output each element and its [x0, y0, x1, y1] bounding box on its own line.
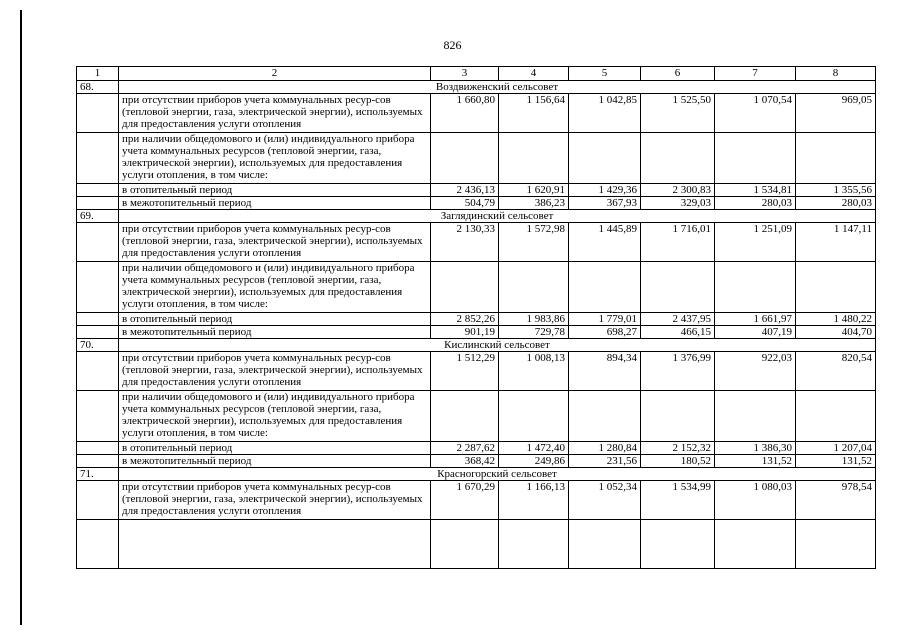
value-cell: 2 152,32 — [641, 442, 715, 455]
tariff-row-absent — [77, 352, 876, 391]
value-cell — [641, 262, 715, 313]
empty-cell — [499, 520, 569, 569]
header-cell: 8 — [796, 67, 876, 81]
value-cell — [796, 133, 876, 184]
value-cell: 1 080,03 — [715, 481, 796, 520]
row-description: при отсутствии приборов учета коммунальных ресур-сов (тепловой энергии, газа, электрической энергии), используемых для предоставления услуги отопления — [119, 223, 431, 262]
value-cell: 367,93 — [569, 197, 641, 210]
value-cell: 1 156,64 — [499, 94, 569, 133]
row-description: в отопительный период — [119, 313, 431, 326]
value-cell: 1 429,36 — [569, 184, 641, 197]
tariff-row-heating — [77, 442, 876, 455]
value-cell — [796, 262, 876, 313]
section-name: Заглядинский сельсовет — [119, 210, 876, 223]
value-cell: 2 130,33 — [431, 223, 499, 262]
value-cell: 1 355,56 — [796, 184, 876, 197]
value-cell: 1 670,29 — [431, 481, 499, 520]
value-cell: 1 512,29 — [431, 352, 499, 391]
header-row — [77, 67, 876, 81]
row-description: в отопительный период — [119, 442, 431, 455]
value-cell: 368,42 — [431, 455, 499, 468]
value-cell: 1 008,13 — [499, 352, 569, 391]
value-cell: 1 660,80 — [431, 94, 499, 133]
tariff-row-present — [77, 133, 876, 184]
row-number-cell — [77, 94, 119, 133]
value-cell: 407,19 — [715, 326, 796, 339]
row-number-cell — [77, 481, 119, 520]
value-cell: 280,03 — [796, 197, 876, 210]
empty-cell — [119, 520, 431, 569]
empty-cell — [77, 520, 119, 569]
header-cell: 1 — [77, 67, 119, 81]
value-cell — [499, 391, 569, 442]
header-cell: 4 — [499, 67, 569, 81]
value-cell: 1 661,97 — [715, 313, 796, 326]
section-name: Кислинский сельсовет — [119, 339, 876, 352]
tariff-row-interheating — [77, 455, 876, 468]
value-cell: 1 166,13 — [499, 481, 569, 520]
page-edge-rule — [20, 10, 22, 625]
value-cell: 2 437,95 — [641, 313, 715, 326]
value-cell: 2 300,83 — [641, 184, 715, 197]
section-number: 70. — [77, 339, 119, 352]
row-number-cell — [77, 455, 119, 468]
value-cell: 1 445,89 — [569, 223, 641, 262]
section-number: 71. — [77, 468, 119, 481]
tariff-row-interheating — [77, 197, 876, 210]
tariff-row-continuation — [77, 520, 876, 569]
value-cell: 466,15 — [641, 326, 715, 339]
value-cell: 1 620,91 — [499, 184, 569, 197]
tariff-row-absent — [77, 94, 876, 133]
row-number-cell — [77, 352, 119, 391]
tariff-row-present — [77, 262, 876, 313]
value-cell: 1 376,99 — [641, 352, 715, 391]
value-cell: 1 525,50 — [641, 94, 715, 133]
value-cell: 2 436,13 — [431, 184, 499, 197]
row-description: при наличии общедомового и (или) индивидуального прибора учета коммунальных ресурсов (тепловой энергии, газа, электрической энергии), используемых для предоставления услуги отопления, в том числе: — [119, 133, 431, 184]
value-cell: 894,34 — [569, 352, 641, 391]
row-description: в межотопительный период — [119, 197, 431, 210]
value-cell: 404,70 — [796, 326, 876, 339]
tariff-table — [76, 66, 876, 569]
value-cell — [715, 391, 796, 442]
value-cell — [499, 262, 569, 313]
header-cell: 3 — [431, 67, 499, 81]
row-description: в межотопительный период — [119, 455, 431, 468]
row-description: при отсутствии приборов учета коммунальных ресур-сов (тепловой энергии, газа, электрической энергии), используемых для предоставления услуги отопления — [119, 94, 431, 133]
value-cell — [569, 391, 641, 442]
row-number-cell — [77, 133, 119, 184]
value-cell: 329,03 — [641, 197, 715, 210]
value-cell: 1 572,98 — [499, 223, 569, 262]
empty-cell — [796, 520, 876, 569]
value-cell: 901,19 — [431, 326, 499, 339]
value-cell: 1 480,22 — [796, 313, 876, 326]
value-cell: 386,23 — [499, 197, 569, 210]
tariff-row-absent — [77, 481, 876, 520]
value-cell: 249,86 — [499, 455, 569, 468]
row-number-cell — [77, 391, 119, 442]
row-number-cell — [77, 223, 119, 262]
section-number: 69. — [77, 210, 119, 223]
row-description: при наличии общедомового и (или) индивидуального прибора учета коммунальных ресурсов (тепловой энергии, газа, электрической энергии), используемых для предоставления услуги отопления, в том числе: — [119, 262, 431, 313]
value-cell: 1 207,04 — [796, 442, 876, 455]
value-cell: 131,52 — [715, 455, 796, 468]
value-cell: 978,54 — [796, 481, 876, 520]
header-cell: 5 — [569, 67, 641, 81]
tariff-row-present — [77, 391, 876, 442]
row-number-cell — [77, 184, 119, 197]
section-row — [77, 339, 876, 352]
empty-cell — [431, 520, 499, 569]
value-cell — [641, 391, 715, 442]
header-cell: 2 — [119, 67, 431, 81]
value-cell: 820,54 — [796, 352, 876, 391]
value-cell: 131,52 — [796, 455, 876, 468]
header-cell: 6 — [641, 67, 715, 81]
value-cell — [641, 133, 715, 184]
value-cell: 2 852,26 — [431, 313, 499, 326]
section-name: Красногорский сельсовет — [119, 468, 876, 481]
value-cell: 2 287,62 — [431, 442, 499, 455]
header-cell: 7 — [715, 67, 796, 81]
value-cell — [569, 133, 641, 184]
value-cell: 922,03 — [715, 352, 796, 391]
section-row — [77, 210, 876, 223]
row-description: при отсутствии приборов учета коммунальных ресур-сов (тепловой энергии, газа, электрической энергии), используемых для предоставления услуги отопления — [119, 352, 431, 391]
row-number-cell — [77, 313, 119, 326]
empty-cell — [569, 520, 641, 569]
page-number: 826 — [443, 38, 462, 52]
value-cell: 1 983,86 — [499, 313, 569, 326]
value-cell: 1 147,11 — [796, 223, 876, 262]
value-cell — [431, 262, 499, 313]
value-cell: 231,56 — [569, 455, 641, 468]
tariff-row-heating — [77, 313, 876, 326]
value-cell: 1 779,01 — [569, 313, 641, 326]
value-cell — [499, 133, 569, 184]
empty-cell — [715, 520, 796, 569]
row-description: при наличии общедомового и (или) индивидуального прибора учета коммунальных ресурсов (тепловой энергии, газа, электрической энергии), используемых для предоставления услуги отопления, в том числе: — [119, 391, 431, 442]
value-cell — [796, 391, 876, 442]
value-cell: 1 280,84 — [569, 442, 641, 455]
value-cell: 1 042,85 — [569, 94, 641, 133]
tariff-row-interheating — [77, 326, 876, 339]
value-cell: 1 386,30 — [715, 442, 796, 455]
value-cell — [431, 133, 499, 184]
value-cell: 1 070,54 — [715, 94, 796, 133]
row-description: в межотопительный период — [119, 326, 431, 339]
value-cell: 698,27 — [569, 326, 641, 339]
row-number-cell — [77, 442, 119, 455]
empty-cell — [641, 520, 715, 569]
row-description: в отопительный период — [119, 184, 431, 197]
value-cell — [715, 133, 796, 184]
value-cell: 504,79 — [431, 197, 499, 210]
value-cell — [715, 262, 796, 313]
value-cell: 1 052,34 — [569, 481, 641, 520]
section-row — [77, 81, 876, 94]
row-number-cell — [77, 262, 119, 313]
value-cell — [431, 391, 499, 442]
value-cell — [569, 262, 641, 313]
tariff-row-heating — [77, 184, 876, 197]
value-cell: 1 534,81 — [715, 184, 796, 197]
row-number-cell — [77, 326, 119, 339]
section-row — [77, 468, 876, 481]
value-cell: 1 716,01 — [641, 223, 715, 262]
value-cell: 180,52 — [641, 455, 715, 468]
row-description: при отсутствии приборов учета коммунальных ресур-сов (тепловой энергии, газа, электрической энергии), используемых для предоставления услуги отопления — [119, 481, 431, 520]
row-number-cell — [77, 197, 119, 210]
tariff-row-absent — [77, 223, 876, 262]
section-number: 68. — [77, 81, 119, 94]
value-cell: 1 472,40 — [499, 442, 569, 455]
value-cell: 280,03 — [715, 197, 796, 210]
section-name: Воздвиженский сельсовет — [119, 81, 876, 94]
value-cell: 969,05 — [796, 94, 876, 133]
value-cell: 1 251,09 — [715, 223, 796, 262]
value-cell: 1 534,99 — [641, 481, 715, 520]
value-cell: 729,78 — [499, 326, 569, 339]
